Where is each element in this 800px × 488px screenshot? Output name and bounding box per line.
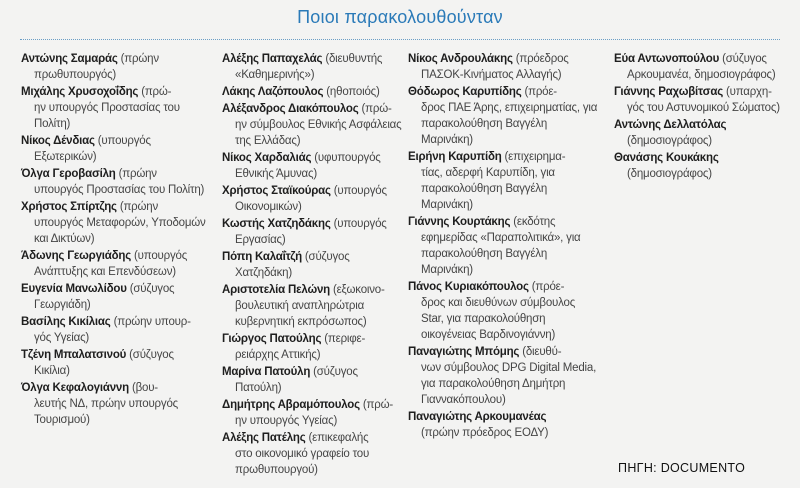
person-role: νων σύμβουλος DPG Digital Media, για παρακολούθηση Δημήτρη Γιαννακόπουλου) xyxy=(421,362,597,406)
column-2 xyxy=(222,51,414,479)
person-entry xyxy=(222,216,414,248)
person-role-start: (υπουργός xyxy=(131,250,188,262)
person-role-start: (σύζυγος xyxy=(126,283,175,295)
person-role-start: (πρώην xyxy=(116,201,159,213)
person-role: τίας, αδερφή Καρυπίδη, για παρακολούθηση Βαγγέλη Μαρινάκη) xyxy=(421,167,555,211)
person-entry xyxy=(222,397,414,429)
person-name: Γιάννης Κουρτάκης xyxy=(408,216,511,228)
person-name: Βασίλης Κικίλιας xyxy=(21,316,111,328)
person-entry xyxy=(614,84,800,116)
person-role: πρωθυπουργός) xyxy=(34,69,117,81)
person-entry xyxy=(222,249,414,281)
person-role-start: (πρώ- xyxy=(358,103,392,115)
person-entry xyxy=(408,149,600,213)
person-role: (δημοσιογράφος) xyxy=(627,135,712,147)
person-entry xyxy=(222,364,414,396)
person-role: βουλευτική αναπληρώτρια κυβερνητική εκπρόσωπος) xyxy=(235,300,367,328)
person-role: Ανάπτυξης και Επενδύσεων) xyxy=(34,266,176,278)
person-role: «Καθημερινής») xyxy=(235,69,315,81)
person-role-start: (πρώ- xyxy=(359,399,393,411)
person-name: Μαρίνα Πατούλη xyxy=(222,366,311,378)
person-role: Πατούλη) xyxy=(235,382,282,394)
person-role-start: (επιχειρημα- xyxy=(501,151,566,163)
person-role: στο οικονομικό γραφείο του πρωθυπουργού) xyxy=(235,448,370,476)
person-role-start: (υπουργός xyxy=(94,135,151,147)
person-role: Αρκουμανέα, δημοσιογράφος) xyxy=(627,69,776,81)
person-name: Ευγενία Μανωλίδου xyxy=(21,283,127,295)
person-role-start: (πρώ- xyxy=(138,86,172,98)
person-role: ην υπουργός Προστασίας του Πολίτη) xyxy=(34,102,180,130)
person-role-start: (υπουργός xyxy=(330,185,387,197)
person-role: Χατζηδάκη) xyxy=(235,267,292,279)
person-role: γός του Αστυνομικού Σώματος) xyxy=(627,102,780,114)
person-entry xyxy=(408,344,600,408)
person-name: Δημήτρης Αβραμόπουλος xyxy=(222,399,360,411)
person-entry xyxy=(21,347,213,379)
person-entry xyxy=(408,84,600,148)
person-entry xyxy=(614,51,800,83)
person-role-start: (εξωκοινο- xyxy=(330,284,385,296)
person-name: Αλέξανδρος Διακόπουλος xyxy=(222,103,359,115)
person-name: Κωστής Χατζηδάκης xyxy=(222,218,331,230)
person-entry xyxy=(21,314,213,346)
person-name: Λάκης Λαζόπουλος xyxy=(222,86,324,98)
person-entry xyxy=(614,150,800,182)
person-role-start: (σύζυγος xyxy=(719,53,767,65)
person-role: (δημοσιογράφος) xyxy=(627,168,712,180)
column-1 xyxy=(21,51,213,429)
person-role-start: (σύζυγος xyxy=(301,251,350,263)
person-entry xyxy=(21,51,213,83)
person-role: δρος και διευθύνων σύμβουλος Star, για παρακολούθηση οικογένειας Βαρδινογιάννη) xyxy=(421,297,576,341)
person-name: Χρήστος Σπίρτζης xyxy=(21,201,117,213)
person-role: Κικίλια) xyxy=(34,365,70,377)
column-3 xyxy=(408,51,600,442)
person-role: δρος ΠΑΕ Άρης, επιχειρηματίας, για παρακολούθηση Βαγγέλη Μαρινάκη) xyxy=(421,102,598,146)
person-name: Αντώνης Σαμαράς xyxy=(21,53,118,65)
person-name: Νίκος Δένδιας xyxy=(21,135,95,147)
person-name: Χρήστος Σταϊκούρας xyxy=(222,185,331,197)
person-role-start: (πρώην υπουρ- xyxy=(110,316,191,328)
person-entry xyxy=(222,150,414,182)
person-entry xyxy=(21,281,213,313)
person-entry xyxy=(222,84,414,100)
person-role-start: (σύζυγος xyxy=(310,366,358,378)
person-role: υπουργός Προστασίας του Πολίτη) xyxy=(34,184,205,196)
person-role: Εργασίας) xyxy=(235,234,286,246)
person-role: Εθνικής Άμυνας) xyxy=(235,168,317,180)
person-entry xyxy=(222,51,414,83)
person-entry xyxy=(408,409,600,441)
person-name: Όλγα Γεροβασίλη xyxy=(21,168,116,180)
person-name: Εύα Αντωνοπούλου xyxy=(614,53,720,65)
person-entry xyxy=(222,331,414,363)
person-name: Μιχάλης Χρυσοχοΐδης xyxy=(21,86,139,98)
page-title: Ποιοι παρακολουθούνταν xyxy=(297,7,503,27)
person-entry xyxy=(21,380,213,428)
person-role-start: (υπουργός xyxy=(330,218,387,230)
person-entry xyxy=(21,248,213,280)
person-entry xyxy=(408,214,600,278)
person-role-start: (πρόε- xyxy=(528,281,565,293)
person-name: Αλέξης Παπαχελάς xyxy=(222,53,323,65)
person-role: εφημερίδας «Παραπολιτικά», για παρακολούθηση Βαγγέλη Μαρινάκη) xyxy=(421,232,581,276)
person-role: λευτής ΝΔ, πρώην υπουργός Τουρισμού) xyxy=(34,398,178,426)
person-name: Άδωνης Γεωργιάδης xyxy=(21,250,132,262)
person-name: Παναγιώτης Μπόμης xyxy=(408,346,520,358)
person-role-start: (πρόεδρος xyxy=(512,53,569,65)
person-role-start: (διευθύ- xyxy=(519,346,562,358)
person-entry xyxy=(222,101,414,149)
person-role-start: (πρόε- xyxy=(521,86,557,98)
person-role-start: (υπαρχη- xyxy=(722,86,772,98)
person-role: ΠΑΣΟΚ-Κινήματος Αλλαγής) xyxy=(421,69,562,81)
person-role: Εξωτερικών) xyxy=(34,151,97,163)
person-role-start: (εκδότης xyxy=(510,216,556,228)
source-credit: ΠΗΓΗ: DOCUMENTO xyxy=(618,461,746,475)
person-name: Θόδωρος Καρυπίδης xyxy=(408,86,522,98)
person-role: ρειάρχης Αττικής) xyxy=(235,349,321,361)
person-entry xyxy=(21,84,213,132)
person-entry xyxy=(222,282,414,330)
person-entry xyxy=(21,166,213,198)
person-name: Ειρήνη Καρυπίδη xyxy=(408,151,502,163)
person-role-start: (υφυπουργός xyxy=(311,152,381,164)
person-name: Πάνος Κυριακόπουλος xyxy=(408,281,529,293)
person-name: Γιάννης Ραχωβίτσας xyxy=(614,86,723,98)
person-role-start: (πρώην xyxy=(115,168,157,180)
person-entry xyxy=(21,133,213,165)
person-role-start: (πρώην xyxy=(117,53,159,65)
person-role: Γεωργιάδη) xyxy=(34,299,91,311)
person-role-start: (διευθυντής xyxy=(322,53,383,65)
person-entry xyxy=(222,183,414,215)
person-name: Τζένη Μπαλατσινού xyxy=(21,349,127,361)
person-name: Νίκος Χαρδαλιάς xyxy=(222,152,312,164)
person-name: Αριστοτελία Πελώνη xyxy=(222,284,330,296)
person-role: γός Υγείας) xyxy=(34,332,90,344)
person-entry xyxy=(222,430,414,478)
person-name: Γιώργος Πατούλης xyxy=(222,333,322,345)
person-entry xyxy=(21,199,213,247)
person-name: Νίκος Ανδρουλάκης xyxy=(408,53,513,65)
person-role-start: (ηθοποιός) xyxy=(323,86,380,98)
person-entry xyxy=(408,279,600,343)
person-name: Αλέξης Πατέλης xyxy=(222,432,306,444)
person-role-start: (βου- xyxy=(128,382,158,394)
person-entry xyxy=(614,117,800,149)
person-name: Θανάσης Κουκάκης xyxy=(614,152,719,164)
person-name: Πόπη Καλαΐτζή xyxy=(222,251,302,263)
person-role: ην σύμβουλος Εθνικής Ασφάλειας της Ελλάδας) xyxy=(235,119,402,147)
person-role: Οικονομικών) xyxy=(235,201,302,213)
person-name: Αντώνης Δελλατόλας xyxy=(614,119,727,131)
person-role-start: (σύζυγος xyxy=(126,349,174,361)
person-role-start: (επικεφαλής xyxy=(305,432,369,444)
person-role: (πρώην πρόεδρος ΕΟΔΥ) xyxy=(421,427,549,439)
person-name: Όλγα Κεφαλογιάννη xyxy=(21,382,129,394)
person-entry xyxy=(408,51,600,83)
column-4 xyxy=(614,51,800,183)
person-role: ην υπουργός Υγείας) xyxy=(235,415,338,427)
person-name: Παναγιώτης Αρκουμανέας xyxy=(408,411,547,423)
person-role-start: (περιφε- xyxy=(321,333,366,345)
title-divider xyxy=(20,39,780,40)
person-role: υπουργός Μεταφορών, Υποδομών και Δικτύων) xyxy=(34,217,206,245)
